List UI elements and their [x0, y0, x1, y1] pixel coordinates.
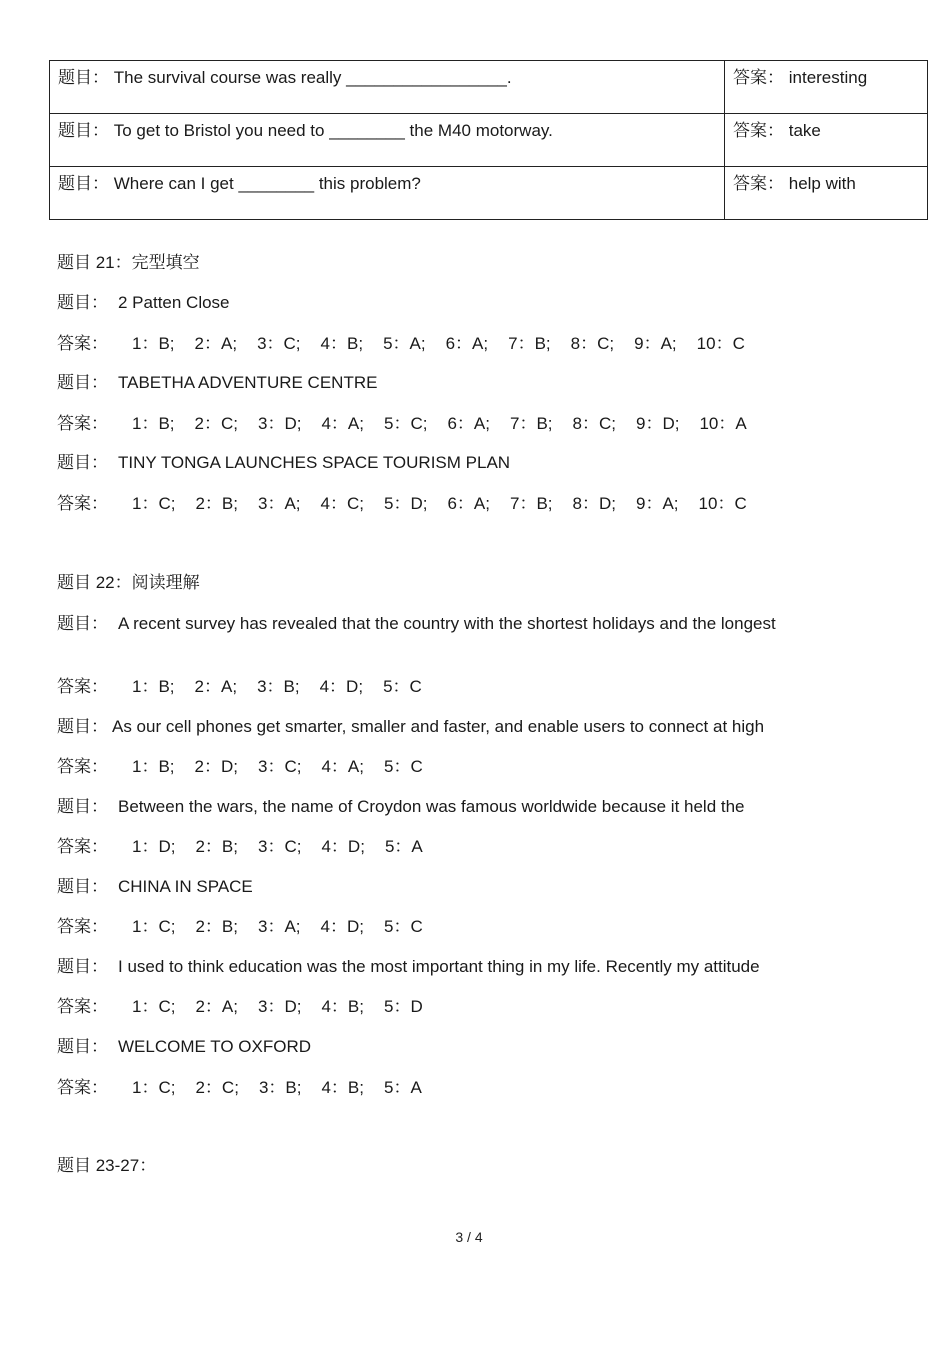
answer-item: 2：C; [194, 414, 238, 433]
table-row [50, 167, 928, 220]
question-text: I used to think education was the most important thing in my life. Recently my attitude [118, 957, 760, 976]
question-label: 题目： [58, 68, 109, 87]
answer-cell [725, 114, 928, 167]
answer-item: 10：A [699, 414, 747, 433]
answer-item: 3：B; [258, 1078, 302, 1097]
answer-label: 答案： [57, 917, 108, 936]
answer-line [57, 413, 767, 435]
answer-item: 3：C; [257, 334, 301, 353]
answer-item: 1：B; [132, 414, 175, 433]
answer-item: 5：C [383, 677, 422, 696]
answer-item: 1：C; [132, 1078, 176, 1097]
question-label: 题目： [57, 717, 108, 736]
answer-line [57, 333, 765, 355]
question-cell [50, 61, 725, 114]
answer-item: 6：A; [445, 334, 489, 353]
answer-line [57, 1077, 442, 1099]
question-line [57, 292, 230, 314]
answer-item: 9：D; [636, 414, 680, 433]
answer-item: 5：A [384, 1078, 422, 1097]
question-text: TABETHA ADVENTURE CENTRE [118, 373, 378, 392]
answer-item: 2：C; [195, 1078, 239, 1097]
question-line [57, 876, 253, 898]
answer-line [57, 756, 443, 778]
question-label: 题目： [57, 1037, 108, 1056]
answer-cell [725, 61, 928, 114]
answer-label: 答案： [57, 837, 108, 856]
answer-item: 4：B; [321, 997, 364, 1016]
answer-item: 7：B; [510, 494, 553, 513]
question-text: TINY TONGA LAUNCHES SPACE TOURISM PLAN [118, 453, 511, 472]
answer-item: 5：C [384, 917, 423, 936]
answer-item: 3：A; [258, 917, 301, 936]
answer-item: 4：D; [319, 677, 364, 696]
question-cell [50, 167, 725, 220]
answer-item: 1：C; [132, 917, 176, 936]
page-number: 3 / 4 [455, 1229, 483, 1245]
answer-item: 2：B; [195, 837, 238, 856]
answer-item: 2：A; [194, 677, 238, 696]
answer-line [57, 996, 443, 1018]
answer-item: 4：C; [320, 494, 364, 513]
answer-text: interesting [788, 68, 868, 87]
question-cell [50, 114, 725, 167]
answer-item: 1：B; [132, 334, 175, 353]
answer-label: 答案： [57, 677, 108, 696]
answer-item: 10：C [696, 334, 745, 353]
answer-item: 5：C [384, 757, 423, 776]
question-text: Between the wars, the name of Croydon was famous worldwide because it held the [118, 797, 745, 816]
question-label: 题目： [57, 293, 108, 312]
answer-item: 4：D; [320, 917, 364, 936]
answer-item: 5：A [384, 837, 423, 856]
answer-text: help with [788, 174, 856, 193]
answer-item: 3：D; [258, 997, 302, 1016]
answer-item: 4：A; [321, 414, 364, 433]
answer-item: 4：B; [321, 1078, 364, 1097]
question-label: 题目： [57, 614, 108, 633]
question-label: 题目： [57, 877, 108, 896]
answer-item: 2：A; [194, 334, 238, 353]
question-line [57, 716, 764, 738]
answer-item: 3：C; [258, 757, 302, 776]
answer-item: 9：A; [636, 494, 679, 513]
answer-item: 2：B; [195, 917, 238, 936]
answer-label: 答案： [57, 414, 108, 433]
answer-item: 8：C; [572, 414, 616, 433]
answer-item: 1：C; [132, 997, 176, 1016]
answer-item: 8：D; [572, 494, 616, 513]
answer-item: 2：D; [194, 757, 238, 776]
answer-label: 答案： [57, 997, 108, 1016]
question-label: 题目： [57, 797, 108, 816]
answer-item: 7：B; [510, 414, 553, 433]
answer-item: 4：B; [320, 334, 364, 353]
answer-item: 2：B; [195, 494, 238, 513]
answer-label: 答案： [57, 334, 108, 353]
answer-item: 2：A; [195, 997, 238, 1016]
question-label: 题目： [57, 453, 108, 472]
answer-item: 5：C; [384, 414, 428, 433]
question-label: 题目： [58, 174, 109, 193]
question-text: As our cell phones get smarter, smaller and faster, and enable users to connect at high [112, 717, 765, 736]
answer-item: 3：D; [258, 414, 302, 433]
question-label: 题目： [57, 957, 108, 976]
answer-item: 9：A; [634, 334, 677, 353]
question-text: The survival course was really _________________. [113, 68, 512, 87]
answer-item: 10：C [698, 494, 747, 513]
answer-label: 答案： [733, 68, 784, 87]
answer-label: 答案： [733, 174, 784, 193]
answer-item: 5：D; [384, 494, 428, 513]
answer-item: 4：D; [321, 837, 365, 856]
answer-item: 1：D; [132, 837, 176, 856]
question-text: A recent survey has revealed that the country with the shortest holidays and the longest [118, 614, 776, 633]
question-line [57, 452, 510, 474]
question-line [57, 796, 745, 818]
question-text: Where can I get ________ this problem? [113, 174, 421, 193]
question-text: To get to Bristol you need to ________ the M40 motorway. [113, 121, 553, 140]
answer-item: 3：B; [257, 677, 300, 696]
answer-item: 5：D [384, 997, 423, 1016]
question-text: 2 Patten Close [118, 293, 230, 312]
answer-label: 答案： [57, 1078, 108, 1097]
answer-label: 答案： [57, 494, 108, 513]
question-label: 题目： [57, 373, 108, 392]
answer-line [57, 493, 767, 515]
answer-item: 7：B; [508, 334, 551, 353]
answer-line [57, 916, 443, 938]
answer-label: 答案： [733, 121, 784, 140]
question-line [57, 1036, 311, 1058]
answer-item: 4：A; [321, 757, 364, 776]
question-line [57, 612, 889, 636]
section-22-heading: 题目 22：阅读理解 [57, 573, 200, 592]
answer-item: 1：B; [132, 677, 175, 696]
answer-item: 6：A; [447, 414, 490, 433]
qa-table [49, 60, 928, 220]
answer-line [57, 836, 443, 858]
answer-cell [725, 167, 928, 220]
section-23-27-heading: 题目 23-27： [57, 1156, 157, 1175]
answer-item: 5：A; [383, 334, 426, 353]
question-text: WELCOME TO OXFORD [118, 1037, 312, 1056]
answer-item: 1：C; [132, 494, 176, 513]
answer-item: 8：C; [570, 334, 615, 353]
question-line [57, 372, 377, 394]
answer-label: 答案： [57, 757, 108, 776]
question-label: 题目： [58, 121, 109, 140]
question-text: CHINA IN SPACE [118, 877, 253, 896]
answer-text: take [788, 121, 821, 140]
table-row [50, 61, 928, 114]
table-row [50, 114, 928, 167]
answer-line [57, 676, 442, 698]
question-line [57, 956, 760, 978]
answer-item: 3：C; [258, 837, 302, 856]
answer-item: 3：A; [258, 494, 301, 513]
answer-item: 1：B; [132, 757, 175, 776]
section-21-heading: 题目 21：完型填空 [57, 253, 200, 272]
answer-item: 6：A; [447, 494, 490, 513]
